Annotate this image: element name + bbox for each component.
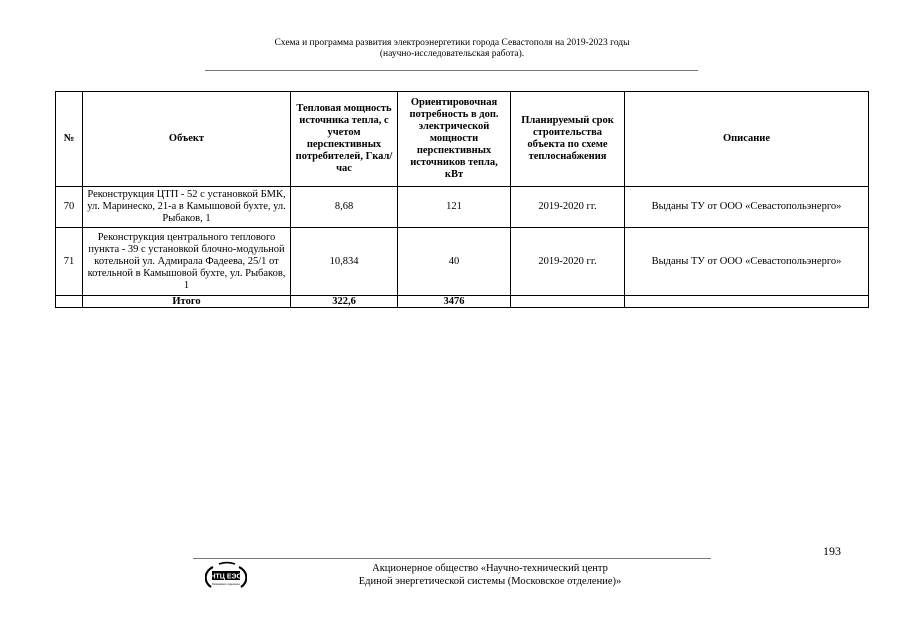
total-number-cell bbox=[56, 296, 83, 308]
row-heat-capacity: 8,68 bbox=[291, 187, 398, 228]
page-number: 193 bbox=[823, 544, 841, 558]
footer-divider bbox=[193, 558, 711, 559]
column-header-object: Объект bbox=[83, 92, 291, 187]
row-description: Выданы ТУ от ООО «Севастопольэнерго» bbox=[625, 228, 869, 296]
footer-line-2: Единой энергетической системы (Московское отделение)» bbox=[358, 576, 622, 587]
row-power-demand: 121 bbox=[398, 187, 511, 228]
column-header-construction-period: Планируемый срок строительства объекта по схеме теплоснабжения bbox=[511, 92, 625, 187]
row-object: Реконструкция центрального теплового пункта - 39 с установкой блочно-модульной котельной ул. Адмирала Фадеева, 25/1 от котельной в Камышовой бухте, ул. Рыбаков, 1 bbox=[83, 228, 291, 296]
svg-text:Московское отделение: Московское отделение bbox=[212, 583, 240, 586]
header-title: Схема и программа развития электроэнергетики города Севастополя на 2019-2023 годы bbox=[274, 38, 630, 48]
header-divider bbox=[205, 70, 698, 71]
projects-table bbox=[55, 91, 869, 308]
table-total-row bbox=[56, 296, 869, 308]
document-header bbox=[0, 38, 904, 60]
row-number: 71 bbox=[56, 228, 83, 296]
row-object: Реконструкция ЦТП - 52 с установкой БМК, ул. Маринеско, 21-а в Камышовой бухте, ул. Рыбаков, 1 bbox=[83, 187, 291, 228]
row-number: 70 bbox=[56, 187, 83, 228]
total-label: Итого bbox=[83, 296, 291, 308]
table-row bbox=[56, 187, 869, 228]
column-header-heat-capacity: Тепловая мощность источника тепла, с учетом перспективных потребителей, Гкал/час bbox=[291, 92, 398, 187]
table-row bbox=[56, 228, 869, 296]
row-description: Выданы ТУ от ООО «Севастопольэнерго» bbox=[625, 187, 869, 228]
total-description-cell bbox=[625, 296, 869, 308]
total-heat-capacity: 322,6 bbox=[291, 296, 398, 308]
row-period: 2019-2020 гг. bbox=[511, 228, 625, 296]
footer-organization bbox=[330, 562, 650, 588]
table-header-row bbox=[56, 92, 869, 187]
column-header-description: Описание bbox=[625, 92, 869, 187]
header-subtitle: (научно-исследовательская работа). bbox=[379, 49, 525, 59]
row-power-demand: 40 bbox=[398, 228, 511, 296]
column-header-number: № bbox=[56, 92, 83, 187]
ntc-ees-logo bbox=[205, 561, 247, 593]
svg-text:НТЦ ЕЭС: НТЦ ЕЭС bbox=[210, 573, 242, 581]
column-header-power-demand: Ориентировочная потребность в доп. электрической мощности перспективных источников тепла, кВт bbox=[398, 92, 511, 187]
total-power-demand: 3476 bbox=[398, 296, 511, 308]
footer-line-1: Акционерное общество «Научно-технический центр bbox=[372, 563, 608, 574]
row-period: 2019-2020 гг. bbox=[511, 187, 625, 228]
total-period-cell bbox=[511, 296, 625, 308]
row-heat-capacity: 10,834 bbox=[291, 228, 398, 296]
